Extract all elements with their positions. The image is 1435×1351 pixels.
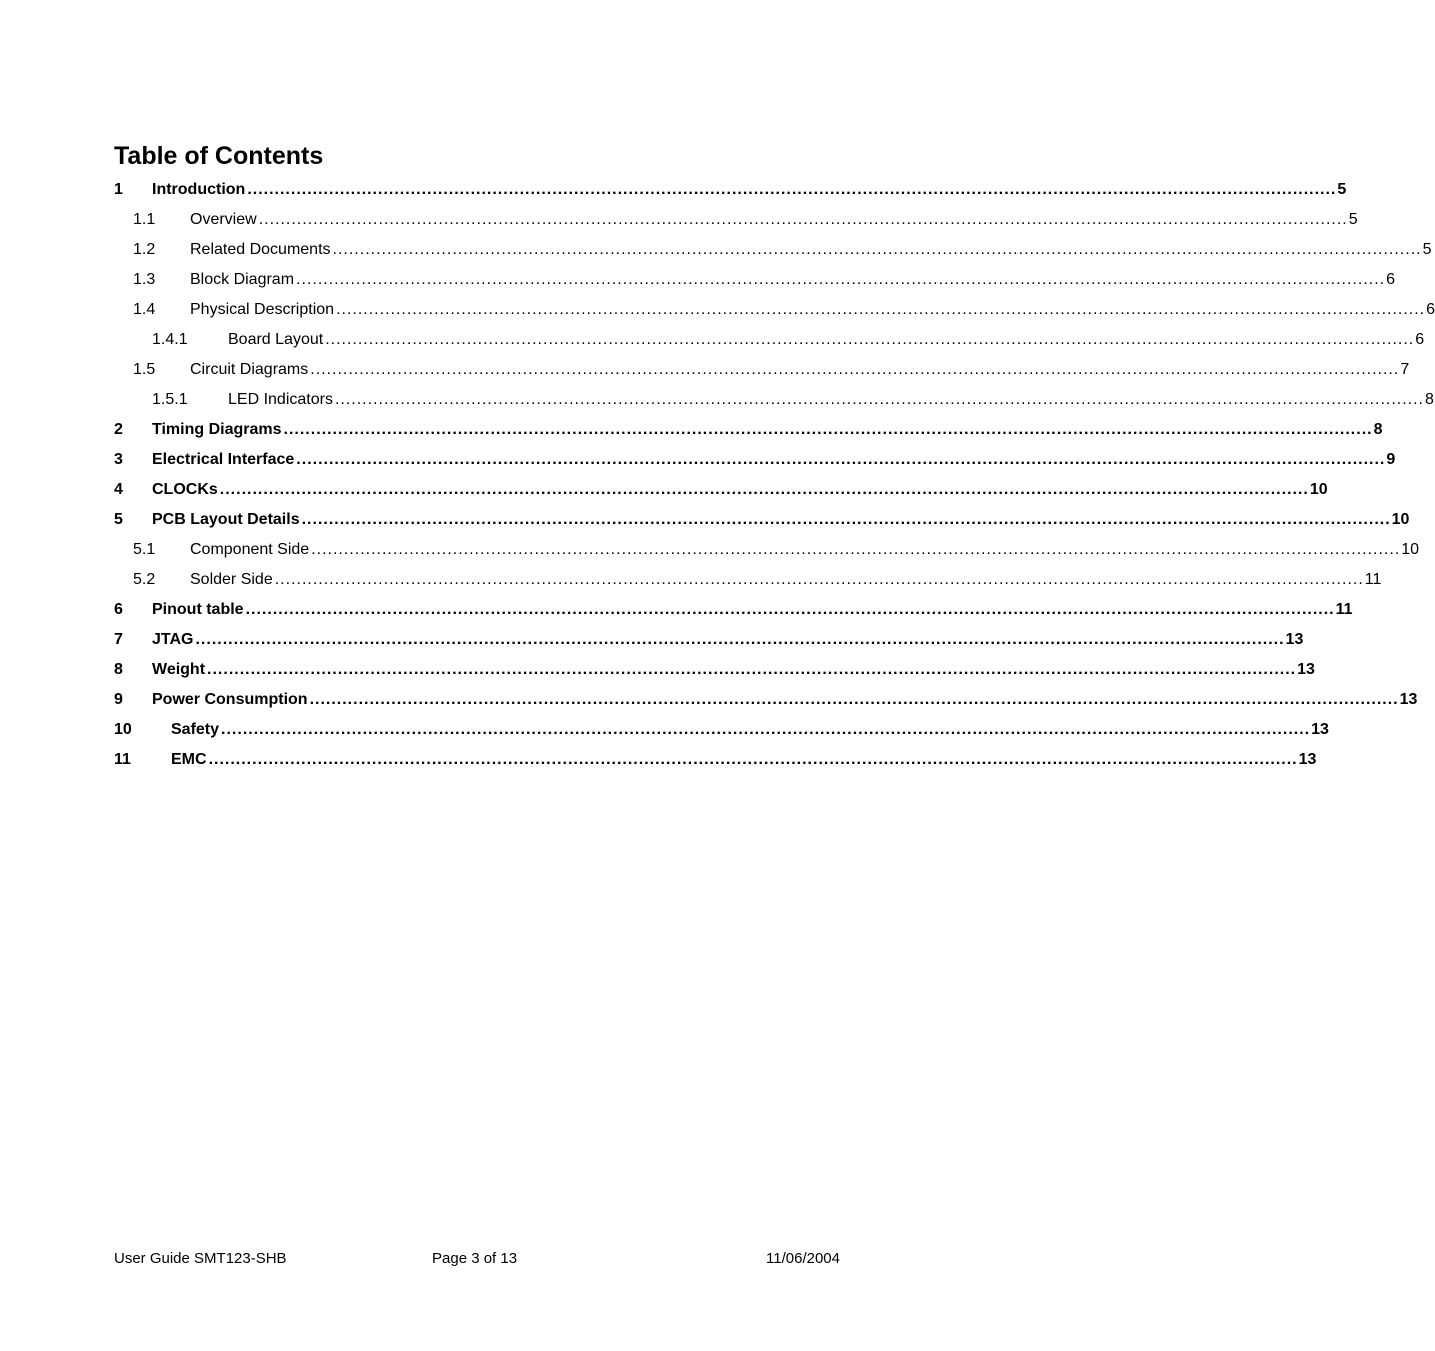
toc-leader-dots: ........................................................................................................................................................................................................ <box>311 541 1401 558</box>
toc-entry-title: Related Documents <box>190 241 331 258</box>
toc-entry-number: 5 <box>114 511 123 528</box>
toc-entry-page: 11 <box>1335 601 1353 618</box>
toc-leader-dots: ........................................................................................................................................................................................................ <box>245 601 1335 618</box>
toc-entry-title: Introduction <box>152 181 246 198</box>
page-footer <box>114 1250 840 1270</box>
toc-entry-title: EMC <box>171 751 207 768</box>
toc-entry-page: 13 <box>1399 691 1418 708</box>
toc-entry-page: 7 <box>1400 361 1410 378</box>
toc-leader-dots: ........................................................................................................................................................................................................ <box>207 661 1297 678</box>
toc-entry-page: 13 <box>1311 721 1329 738</box>
toc-leader-dots: ........................................................................................................................................................................................................ <box>296 451 1386 468</box>
toc-entry-number: 1.5.1 <box>152 391 188 408</box>
toc-entry[interactable] <box>114 265 1395 295</box>
toc-entry-title: Board Layout <box>228 331 324 348</box>
footer-date: 11/06/2004 <box>766 1250 840 1267</box>
toc-entry-page: 10 <box>1401 541 1420 558</box>
toc-entry[interactable] <box>114 715 1329 745</box>
toc-entry-page: 8 <box>1373 421 1383 438</box>
toc-entry-number: 2 <box>114 421 123 438</box>
toc-entry-number: 7 <box>114 631 123 648</box>
toc-entry-title: JTAG <box>152 631 194 648</box>
toc-entry-title: CLOCKs <box>152 481 218 498</box>
page-title: Table of Contents <box>114 142 324 170</box>
toc-entry-title: LED Indicators <box>228 391 333 408</box>
toc-entry-title: Circuit Diagrams <box>190 361 309 378</box>
toc-leader-dots: ........................................................................................................................................................................................................ <box>274 571 1364 588</box>
toc-entry-number: 11 <box>114 751 131 768</box>
toc-entry[interactable] <box>114 385 1434 415</box>
toc-entry-number: 1.3 <box>133 271 156 288</box>
toc-entry-page: 5 <box>1337 181 1347 198</box>
toc-leader-dots: ........................................................................................................................................................................................................ <box>208 751 1298 768</box>
toc-leader-dots: ........................................................................................................................................................................................................ <box>296 271 1386 288</box>
toc-leader-dots: ........................................................................................................................................................................................................ <box>334 391 1424 408</box>
toc-entry-number: 1.4.1 <box>152 331 188 348</box>
toc-entry-page: 6 <box>1415 331 1425 348</box>
toc-entry[interactable] <box>114 565 1382 595</box>
toc-entry[interactable] <box>114 535 1420 565</box>
toc-leader-dots: ........................................................................................................................................................................................................ <box>195 631 1285 648</box>
toc-entry-page: 6 <box>1386 271 1395 288</box>
toc-entry-number: 3 <box>114 451 123 468</box>
toc-leader-dots: ........................................................................................................................................................................................................ <box>247 181 1337 198</box>
toc-entry[interactable] <box>114 475 1328 505</box>
toc-entry[interactable] <box>114 595 1353 625</box>
toc-entry-page: 13 <box>1298 751 1317 768</box>
toc-leader-dots: ........................................................................................................................................................................................................ <box>309 691 1399 708</box>
toc-leader-dots: ........................................................................................................................................................................................................ <box>310 361 1400 378</box>
toc-entry-page: 11 <box>1364 571 1382 588</box>
toc-entry[interactable] <box>114 325 1425 355</box>
toc-entry-page: 10 <box>1309 481 1328 498</box>
toc-entry-page: 10 <box>1391 511 1410 528</box>
toc-entry[interactable] <box>114 205 1358 235</box>
toc-entry-title: Physical Description <box>190 301 335 318</box>
toc-entry[interactable] <box>114 355 1410 385</box>
toc-entry-number: 5.2 <box>133 571 156 588</box>
table-of-contents <box>114 175 1435 775</box>
toc-entry-number: 10 <box>114 721 132 738</box>
toc-entry-title: Safety <box>171 721 220 738</box>
toc-entry-title: PCB Layout Details <box>152 511 300 528</box>
toc-entry[interactable] <box>114 175 1347 205</box>
toc-entry-title: Timing Diagrams <box>152 421 282 438</box>
toc-entry-page: 8 <box>1425 391 1434 408</box>
toc-entry[interactable] <box>114 625 1304 655</box>
toc-leader-dots: ........................................................................................................................................................................................................ <box>325 331 1415 348</box>
toc-leader-dots: ........................................................................................................................................................................................................ <box>258 211 1348 228</box>
toc-entry-number: 4 <box>114 481 123 498</box>
footer-page-number: Page 3 of 13 <box>432 1250 518 1267</box>
toc-leader-dots: ........................................................................................................................................................................................................ <box>301 511 1391 528</box>
toc-entry-number: 1.2 <box>133 241 156 258</box>
toc-entry[interactable] <box>114 655 1315 685</box>
toc-entry-number: 1.4 <box>133 301 156 318</box>
toc-entry[interactable] <box>114 685 1418 715</box>
toc-entry-title: Electrical Interface <box>152 451 295 468</box>
toc-entry-number: 8 <box>114 661 123 678</box>
toc-leader-dots: ........................................................................................................................................................................................................ <box>221 721 1311 738</box>
toc-entry-number: 9 <box>114 691 123 708</box>
toc-entry-title: Overview <box>190 211 257 228</box>
toc-entry[interactable] <box>114 415 1383 445</box>
toc-entry-page: 13 <box>1285 631 1304 648</box>
toc-entry[interactable] <box>114 295 1435 325</box>
toc-entry[interactable] <box>114 745 1317 775</box>
toc-entry[interactable] <box>114 505 1410 535</box>
toc-leader-dots: ........................................................................................................................................................................................................ <box>332 241 1422 258</box>
toc-entry-page: 9 <box>1386 451 1396 468</box>
footer-document-title: User Guide SMT123-SHB <box>114 1250 287 1267</box>
toc-entry-title: Solder Side <box>190 571 273 588</box>
toc-entry[interactable] <box>114 235 1432 265</box>
toc-entry-title: Pinout table <box>152 601 244 618</box>
toc-entry-title: Component Side <box>190 541 310 558</box>
toc-entry[interactable] <box>114 445 1396 475</box>
toc-entry-number: 1 <box>114 181 123 198</box>
toc-entry-number: 1.1 <box>133 211 156 228</box>
toc-entry-page: 13 <box>1297 661 1315 678</box>
toc-entry-page: 5 <box>1348 211 1358 228</box>
toc-leader-dots: ........................................................................................................................................................................................................ <box>336 301 1426 318</box>
toc-entry-title: Weight <box>152 661 206 678</box>
toc-entry-number: 1.5 <box>133 361 156 378</box>
toc-entry-number: 5.1 <box>133 541 156 558</box>
toc-entry-title: Power Consumption <box>152 691 308 708</box>
toc-leader-dots: ........................................................................................................................................................................................................ <box>219 481 1309 498</box>
toc-leader-dots: ........................................................................................................................................................................................................ <box>283 421 1373 438</box>
toc-entry-page: 6 <box>1426 301 1435 318</box>
toc-entry-title: Block Diagram <box>190 271 295 288</box>
toc-entry-number: 6 <box>114 601 123 618</box>
toc-entry-page: 5 <box>1422 241 1432 258</box>
